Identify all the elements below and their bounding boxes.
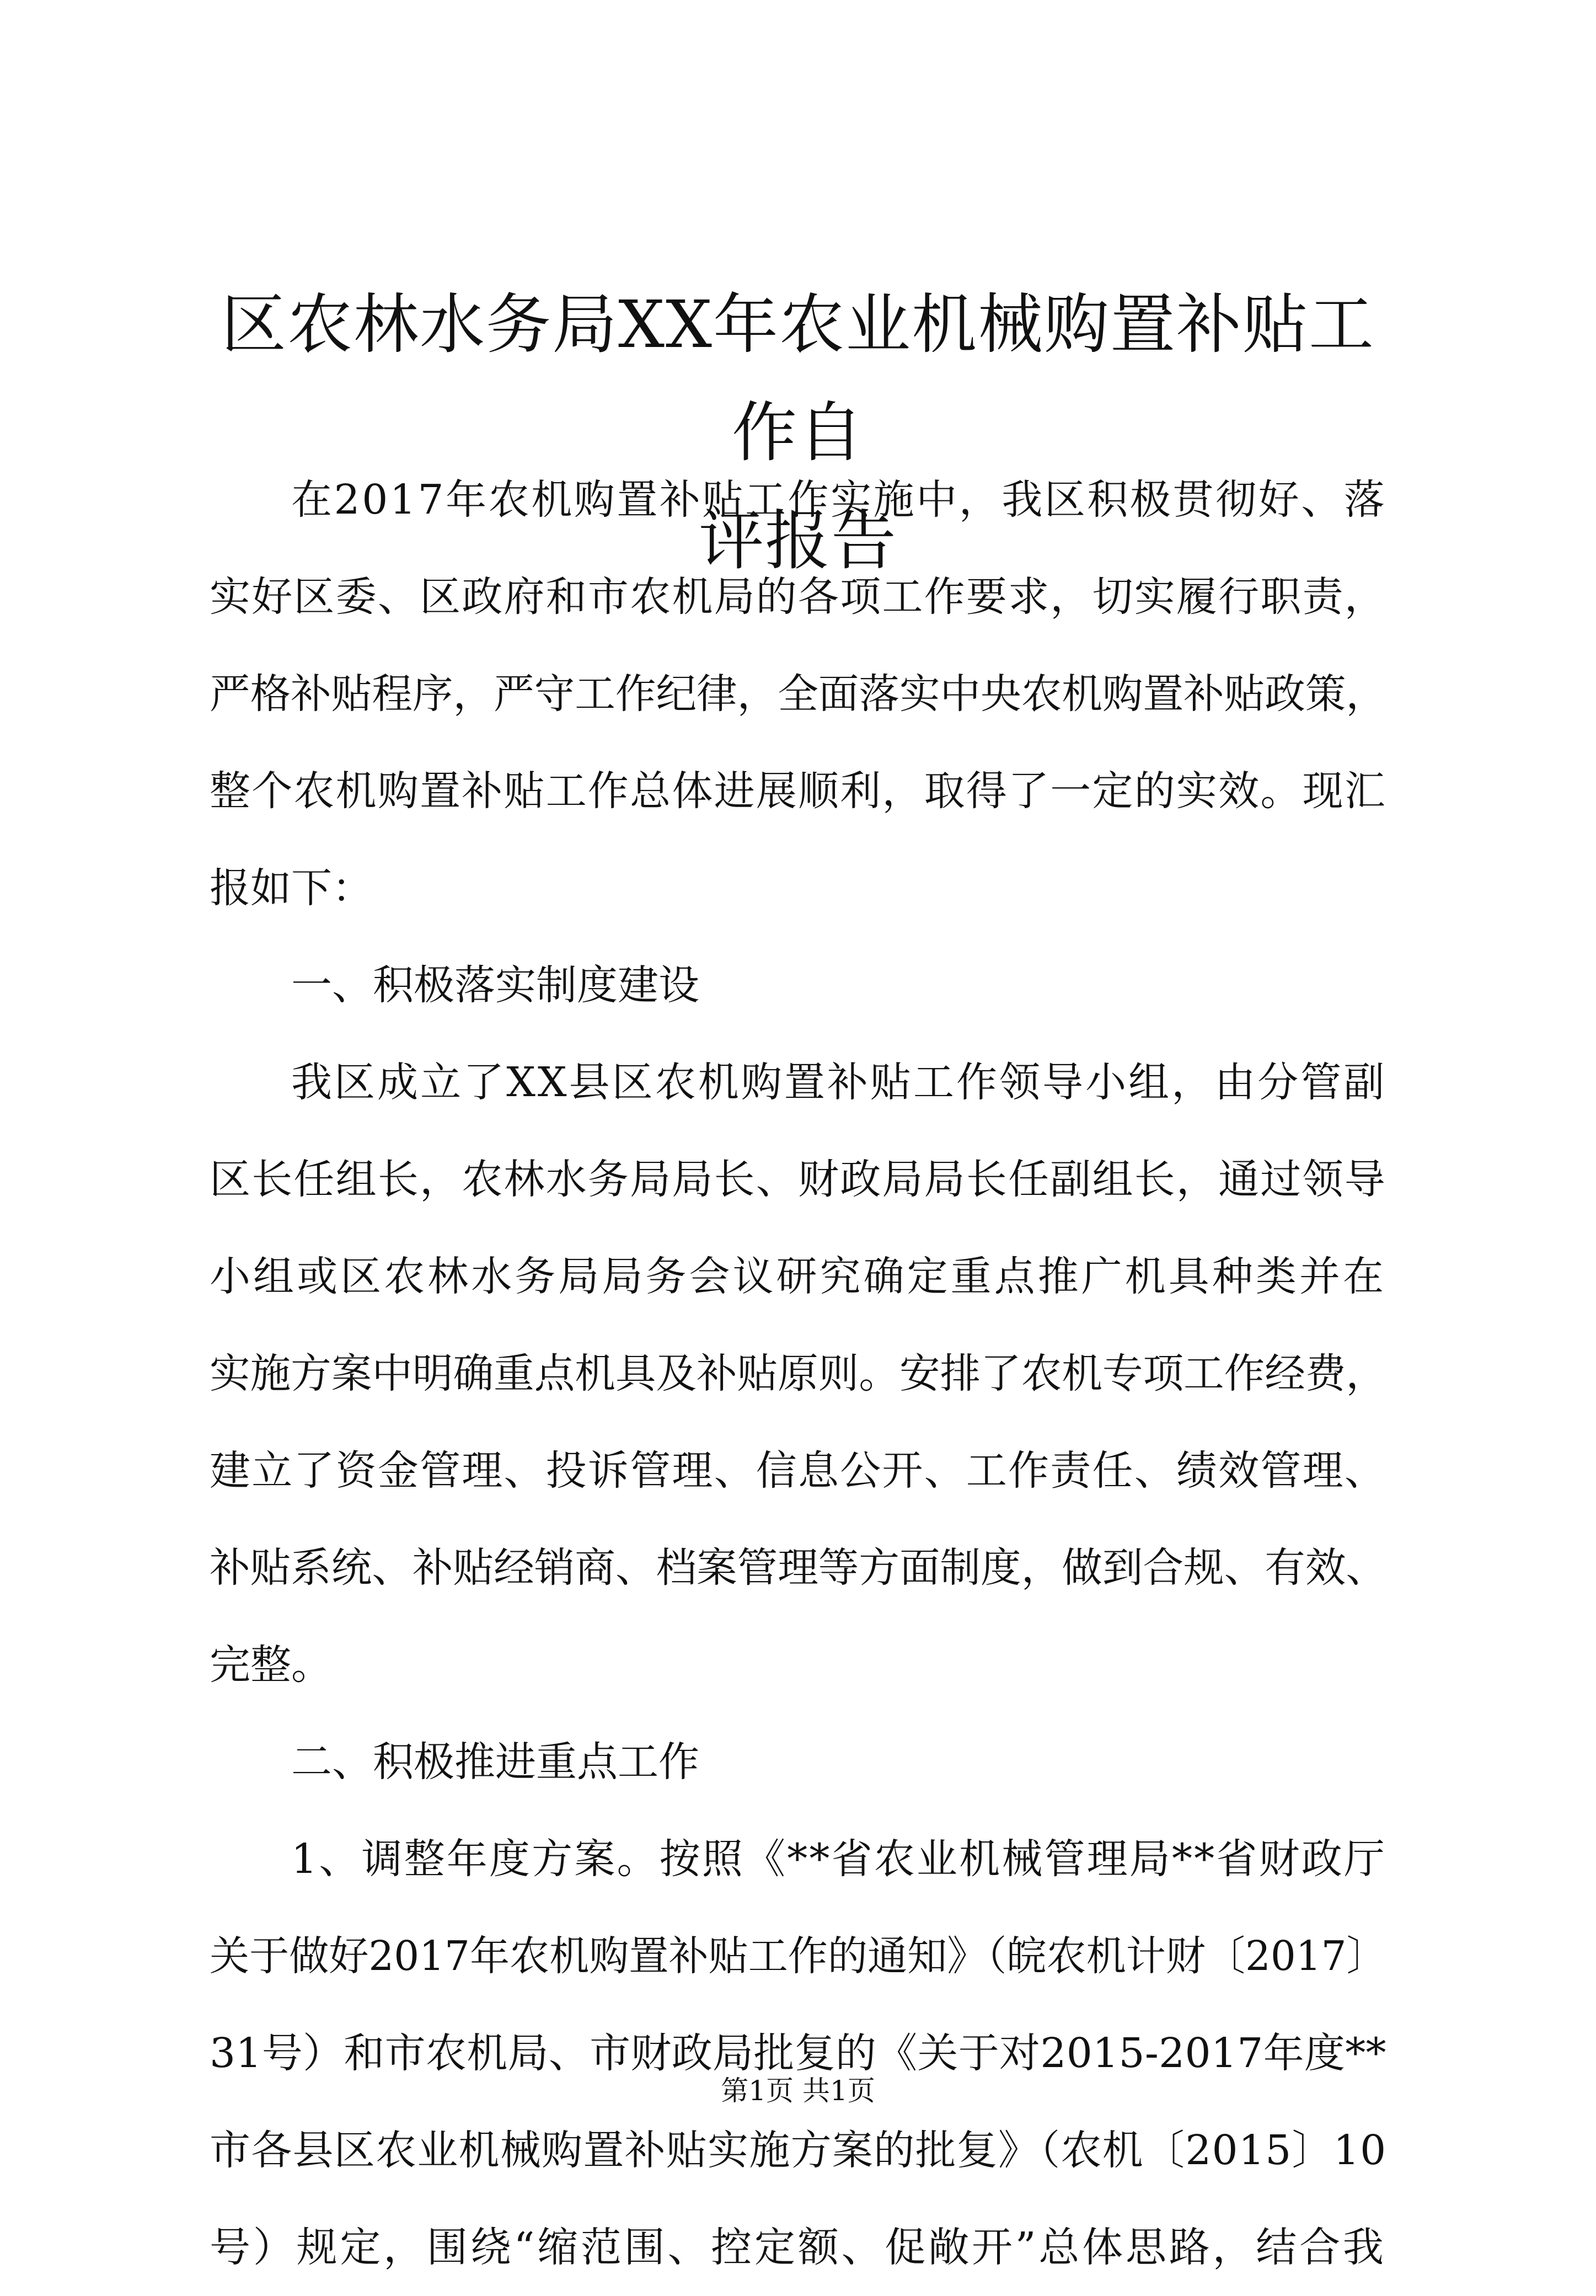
paragraph-line: 补贴系统、补贴经销商、档案管理等方面制度，做到合规、有效、 — [210, 1544, 1386, 1592]
paragraph-line: 关于做好2017年农机购置补贴工作的通知》（皖农机计财〔2017〕 — [210, 1932, 1386, 1980]
paragraph-line: 1、调整年度方案。按照《**省农业机械管理局**省财政厅 — [291, 1835, 1387, 1883]
paragraph-line: 市各县区农业机械购置补贴实施方案的批复》（农机〔2015〕10 — [210, 2127, 1387, 2174]
document-body — [210, 451, 1386, 2296]
paragraph-line: 严格补贴程序，严守工作纪律，全面落实中央农机购置补贴政策， — [210, 670, 1386, 718]
paragraph-line: 在2017年农机购置补贴工作实施中，我区积极贯彻好、落 — [291, 476, 1387, 524]
paragraph-line: 完整。 — [210, 1641, 332, 1689]
title-line-2: 评报告 — [698, 503, 897, 579]
title-line-1: 区农林水务局XX年农业机械购置补贴工作自 — [221, 286, 1375, 471]
paragraph-line: 31号）和市农机局、市财政局批复的《关于对2015-2017年度** — [210, 2030, 1386, 2077]
section-heading: 二、积极推进重点工作 — [291, 1738, 699, 1786]
paragraph-line: 报如下： — [210, 864, 373, 912]
paragraph-line: 整个农机购置补贴工作总体进展顺利，取得了一定的实效。现汇 — [210, 767, 1386, 815]
paragraph-line: 区长任组长，农林水务局局长、财政局局长任副组长，通过领导 — [210, 1156, 1386, 1203]
paragraph-line: 建立了资金管理、投诉管理、信息公开、工作责任、绩效管理、 — [210, 1447, 1386, 1494]
page-footer: 第1页 共1页 — [721, 2075, 875, 2107]
section-heading: 一、积极落实制度建设 — [291, 962, 699, 1009]
paragraph-line: 我区成立了XX县区农机购置补贴工作领导小组，由分管副 — [291, 1059, 1387, 1106]
paragraph-line: 实施方案中明确重点机具及补贴原则。安排了农机专项工作经费， — [210, 1350, 1386, 1397]
paragraph-line: 小组或区农林水务局局务会议研究确定重点推广机具种类并在 — [210, 1253, 1386, 1300]
paragraph-line: 实好区委、区政府和市农机局的各项工作要求，切实履行职责， — [210, 573, 1386, 621]
paragraph-line: 号）规定，围绕“缩范围、控定额、促敞开”总体思路，结合我 — [210, 2224, 1386, 2271]
